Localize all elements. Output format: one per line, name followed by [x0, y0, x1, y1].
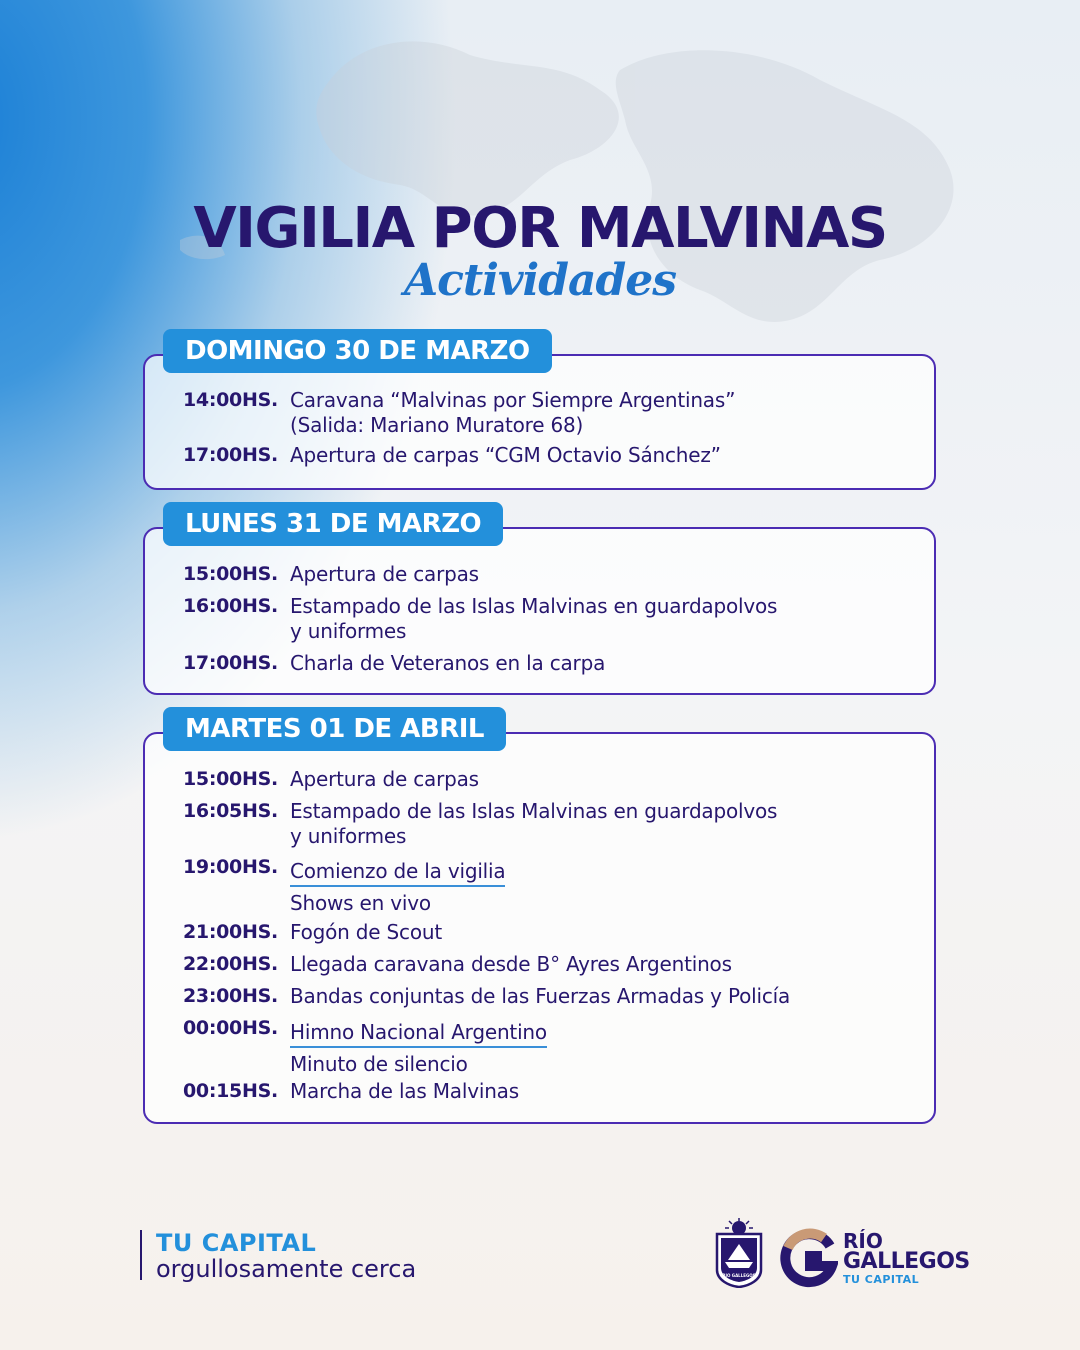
event-time: 00:00HS. — [183, 1017, 278, 1039]
event-description: Llegada caravana desde B° Ayres Argentinos — [290, 952, 732, 976]
event-description: Caravana “Malvinas por Siempre Argentinas” (Salida: Mariano Muratore 68) — [290, 388, 736, 437]
sub-item-separator: Himno Nacional Argentino — [290, 1020, 547, 1048]
event-time: 15:00HS. — [183, 563, 278, 585]
event-time: 17:00HS. — [183, 652, 278, 674]
rio-gallegos-g-logo — [778, 1228, 838, 1288]
footer-tagline: orgullosamente cerca — [156, 1255, 417, 1283]
event-time: 17:00HS. — [183, 444, 278, 466]
brand-wordmark — [843, 1231, 970, 1286]
day-label-lunes: LUNES 31 DE MARZO — [163, 502, 503, 546]
event-description: Apertura de carpas — [290, 767, 479, 791]
event-time: 00:15HS. — [183, 1080, 278, 1102]
event-description: Estampado de las Islas Malvinas en guardapolvos y uniformes — [290, 594, 778, 643]
sub-item-separator: Comienzo de la vigilia — [290, 859, 505, 887]
day-label-martes: MARTES 01 DE ABRIL — [163, 707, 506, 751]
svg-text:RIO GALLEGOS: RIO GALLEGOS — [722, 1273, 756, 1278]
event-description: Estampado de las Islas Malvinas en guardapolvos y uniformes — [290, 799, 778, 848]
brand-line-3: TU CAPITAL — [843, 1273, 920, 1286]
event-time: 23:00HS. — [183, 985, 278, 1007]
footer-slogan — [140, 1229, 417, 1283]
event-time: 21:00HS. — [183, 921, 278, 943]
event-description: Marcha de las Malvinas — [290, 1079, 519, 1103]
event-description: Apertura de carpas “CGM Octavio Sánchez” — [290, 443, 721, 467]
event-time: 22:00HS. — [183, 953, 278, 975]
page-title: VIGILIA POR MALVINAS — [193, 196, 887, 261]
event-time: 14:00HS. — [183, 389, 278, 411]
brand-line-2: GALLEGOS — [843, 1249, 970, 1274]
event-description: Fogón de Scout — [290, 920, 442, 944]
page-subtitle: Actividades — [403, 255, 677, 306]
event-time: 16:05HS. — [183, 800, 278, 822]
event-description: Apertura de carpas — [290, 562, 479, 586]
city-shield-icon — [713, 1218, 765, 1288]
event-description: Charla de Veteranos en la carpa — [290, 651, 606, 675]
event-time: 19:00HS. — [183, 856, 278, 878]
event-description: Himno Nacional Argentino Minuto de silencio — [290, 1020, 547, 1076]
event-description: Comienzo de la vigilia Shows en vivo — [290, 859, 506, 915]
day-label-domingo: DOMINGO 30 DE MARZO — [163, 329, 552, 373]
event-time: 15:00HS. — [183, 768, 278, 790]
footer-capital: TU CAPITAL — [156, 1229, 317, 1257]
event-time: 16:00HS. — [183, 595, 278, 617]
brand-line-1: RÍO — [843, 1229, 883, 1253]
event-description: Bandas conjuntas de las Fuerzas Armadas y Policía — [290, 984, 791, 1008]
